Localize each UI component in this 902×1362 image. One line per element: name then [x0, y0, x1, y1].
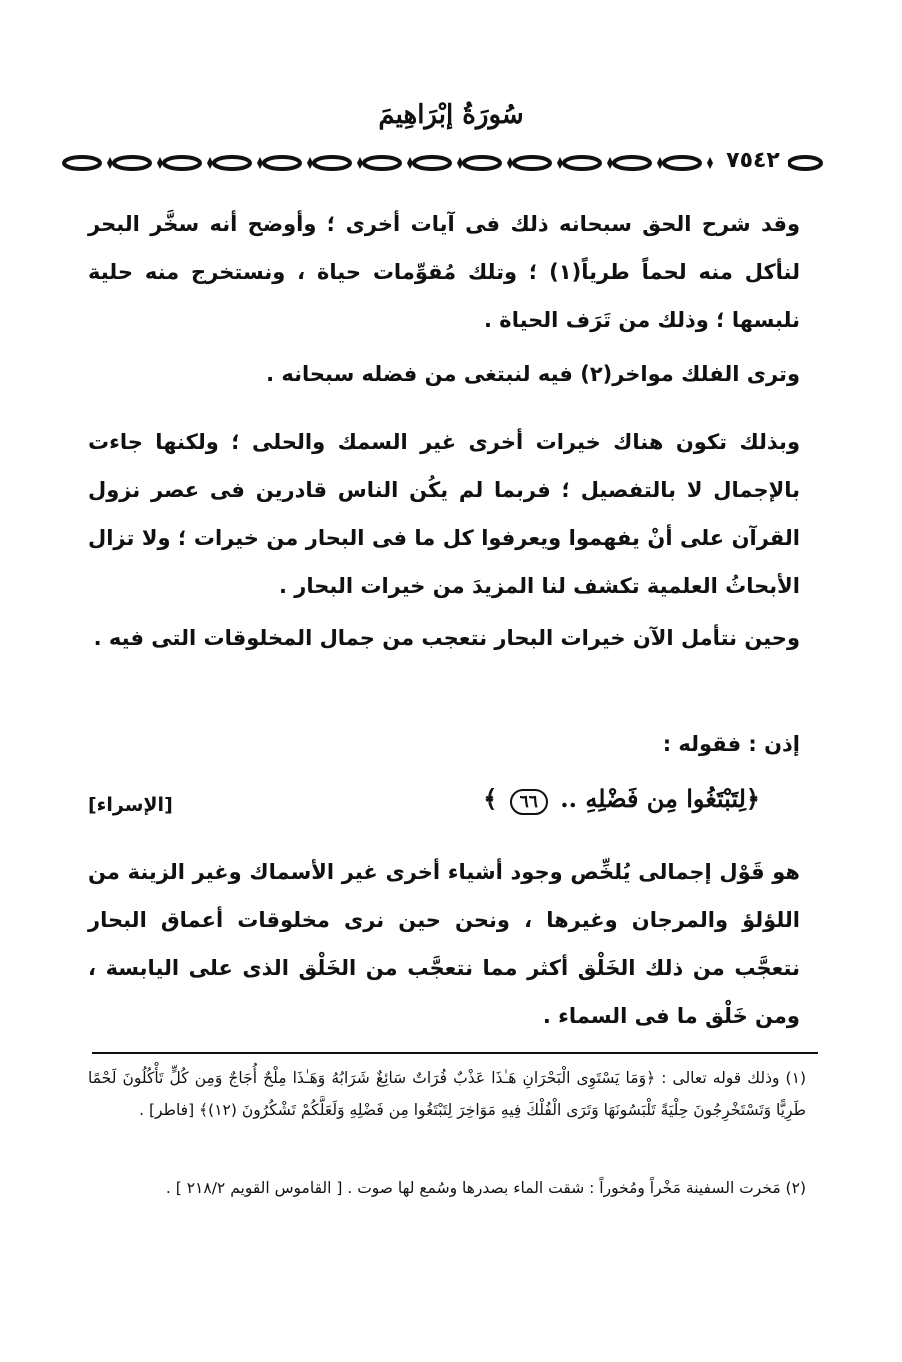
verse-number: ٦٦: [510, 789, 548, 815]
verse-close-bracket: ﴾: [483, 784, 498, 813]
footnote-1: (١) وذلك قوله تعالى : ﴿وَمَا يَسْتَوِى الْبَحْرَانِ هَـٰذَا عَذْبٌ فُرَاتٌ سَائِغٌ شَرَابُهُ وَهَـٰذَا مِلْحٌ أُجَاجٌ وَمِن كُلٍّ تَأْكُلُونَ لَحْمًا طَرِيًّا وَتَسْتَخْرِجُونَ حِلْيَةً تَلْبَسُونَهَا وَتَرَى الْفُلْكَ فِيهِ مَوَاخِرَ لِتَبْتَغُوا مِن فَضْلِهِ وَلَعَلَّكُمْ تَشْكُرُونَ (١٢)﴾ [فاطر] .: [88, 1069, 806, 1119]
sura-title: سُورَةُ إبْرَاهِيمَ: [378, 100, 524, 130]
footnote-2: (٢) مَخرت السفينة مَخْراً ومُخوراً : شقت الماء بصدرها وسُمع لها صوت . [ القاموس القويم ٢١٨/٢ ] .: [165, 1179, 806, 1197]
paragraph-6: هو قَوْل إجمالى يُلخِّص وجود أشياء أخرى غير الأسماك وغير الزينة من اللؤلؤ والمرجان وغيرها ، ونحن حين نرى مخلوقات أعماق البحار نتعجَّب من ذلك الخَلْق أكثر مما نتعجَّب من الخَلْق الذى على اليابسة ، ومن خَلْق ما فى السماء .: [88, 860, 800, 1028]
paragraph-4: وحين نتأمل الآن خيرات البحار نتعجب من جمال المخلوقات التى فيه .: [93, 626, 800, 650]
paragraph-5: إذن : فقوله :: [662, 732, 800, 756]
quran-verse: [88, 780, 800, 832]
verse-source: [الإسراء]: [88, 794, 173, 816]
footnote-divider: [92, 1052, 818, 1054]
verse-text: [483, 784, 760, 815]
decorative-border: [60, 145, 830, 185]
paragraph-3: وبذلك تكون هناك خيرات أخرى غير السمك والحلى ؛ ولكنها جاءت بالإجمال لا بالتفصيل ؛ فربما لم يكُن الناس قادرين فى عصر نزول القرآن على أنْ يفهموا ويعرفوا كل ما فى البحار من خيرات ؛ ولا تزال الأبحاثُ العلمية تكشف لنا المزيدَ من خيرات البحار .: [88, 430, 800, 598]
verse-words: ﴿لِتَبْتَغُوا مِن فَضْلِهِ ..: [560, 784, 760, 813]
page-number: ٧٥٤٢: [718, 146, 788, 176]
paragraph-1: وقد شرح الحق سبحانه ذلك فى آيات أخرى ؛ وأوضح أنه سخَّر البحر لنأكل منه لحماً طرياً(١) ؛ وتلك مُقوِّمات حياة ، ونستخرج منه حلية نلبسها ؛ وذلك من تَرَف الحياة .: [88, 212, 800, 332]
paragraph-2: وترى الفلك مواخر(٢) فيه لنبتغى من فضله سبحانه .: [266, 362, 800, 386]
